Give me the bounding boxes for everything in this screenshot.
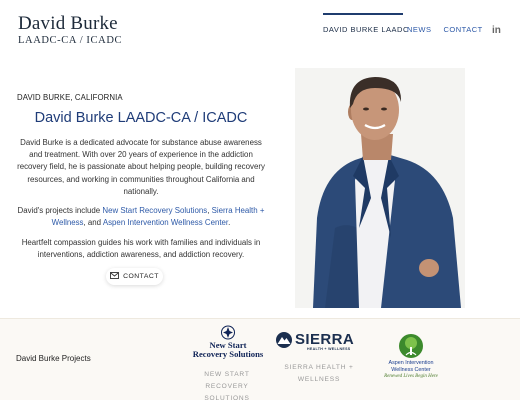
new-start-logo-line2: Recovery Solutions (192, 349, 264, 359)
bio-paragraph-intro: David Burke is a dedicated advocate for substance abuse awareness and treatment. With over 20 years of experience in the addiction recovery field, he is passionate about helping people, building recovery resources, and working in communities throughout California and nationally. (17, 138, 265, 196)
nav-item-home[interactable]: DAVID BURKE LAADC (323, 13, 403, 34)
separator-text: , (207, 206, 212, 215)
sierra-logo-sub: HEALTH + WELLNESS (307, 347, 351, 351)
new-start-caption[interactable]: NEW START RECOVERY SOLUTIONS (204, 371, 250, 400)
separator-text: , and (83, 218, 103, 228)
new-start-logo[interactable] (188, 323, 268, 363)
contact-button-label: CONTACT (123, 273, 159, 280)
site-subtitle: LAADC-CA / ICADC (18, 35, 123, 46)
projects-text: David's projects include (17, 206, 103, 215)
main-nav (323, 13, 483, 34)
aspen-logo-line1: Aspen Intervention (388, 360, 434, 366)
site-title: David Burke (18, 13, 118, 34)
contact-button[interactable] (106, 268, 163, 285)
nav-item-contact[interactable]: CONTACT (443, 25, 483, 34)
aspen-tree-icon (398, 333, 424, 359)
location-label: DAVID BURKE, CALIFORNIA (17, 93, 123, 102)
portrait-photo (295, 68, 465, 308)
aspen-logo-line2: Wellness Center (391, 367, 431, 373)
link-sierra[interactable]: Sierra Health + Wellness (51, 206, 265, 228)
new-start-logo-line1: New Start (209, 340, 247, 350)
footer-heading: David Burke Projects (16, 354, 91, 363)
new-start-emblem-icon (220, 325, 236, 340)
aspen-logo[interactable] (372, 333, 450, 385)
mail-icon (110, 272, 119, 281)
bio-paragraph-projects (14, 205, 268, 229)
bio-paragraph-compassion: Heartfelt compassion guides his work with families and individuals in interventions, addiction awareness, and addiction recovery. (21, 238, 261, 260)
page-title: David Burke LAADC-CA / ICADC (34, 110, 248, 126)
sierra-logo[interactable] (275, 331, 365, 357)
link-new-start[interactable]: New Start Recovery Solutions (102, 206, 208, 215)
period-text: . (228, 218, 231, 228)
linkedin-icon[interactable]: in (492, 25, 501, 36)
site-brand[interactable] (18, 14, 122, 46)
nav-item-news[interactable]: NEWS (407, 25, 432, 34)
sierra-mountain-icon (275, 331, 293, 349)
sierra-caption[interactable]: SIERRA HEALTH + WELLNESS (284, 364, 354, 383)
sierra-logo-word: SIERRA (295, 331, 355, 348)
link-aspen[interactable]: Aspen Intervention Wellness Center (102, 218, 229, 228)
aspen-logo-tagline: Renewed Lives Begin Here (384, 374, 438, 379)
